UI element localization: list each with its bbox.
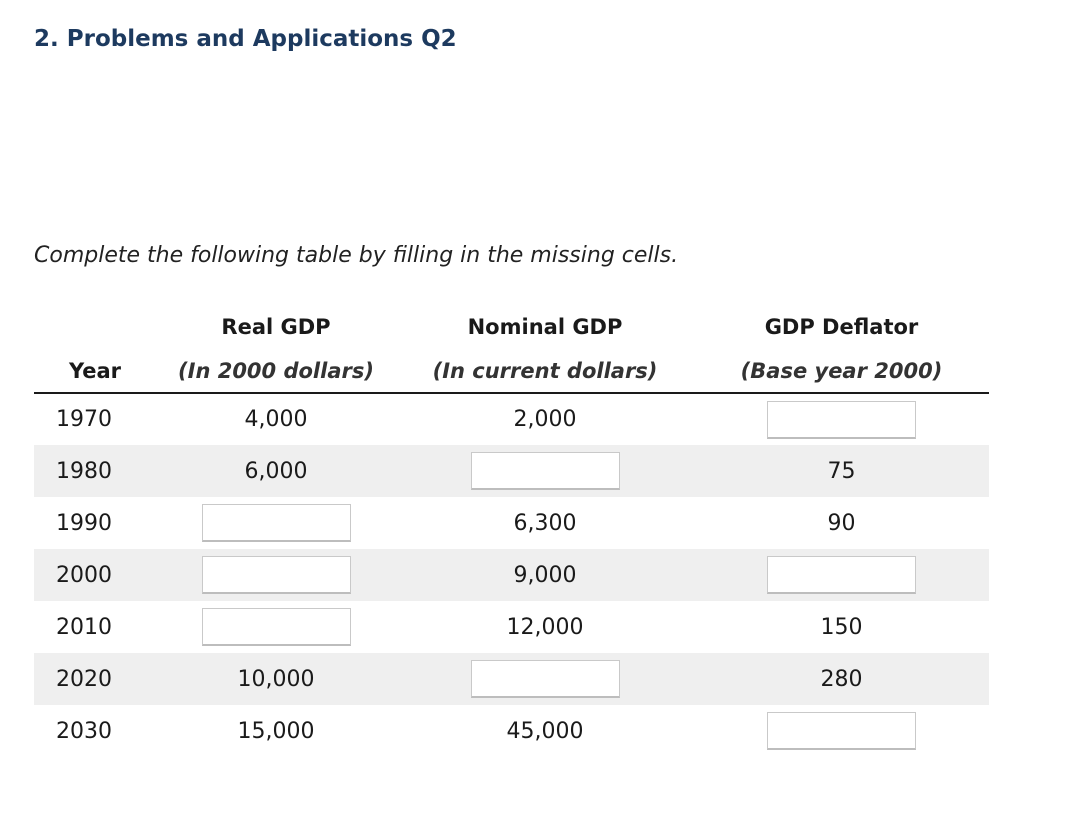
- nominal-gdp-cell: [396, 653, 694, 705]
- header-real-gdp: Real GDP: [221, 315, 331, 339]
- header-year: Year: [34, 350, 156, 393]
- table-row: [34, 601, 989, 653]
- table-row: [34, 705, 989, 757]
- nominal-gdp-cell: 12,000: [506, 614, 584, 640]
- gdp-deflator-cell: 75: [827, 458, 856, 484]
- table-row: [34, 445, 989, 497]
- header-nominal-gdp: Nominal GDP: [467, 315, 623, 339]
- year-cell: 1980: [56, 458, 112, 484]
- table-header-row-units: [34, 350, 989, 393]
- instructions-text: Complete the following table by filling in the missing cells.: [34, 243, 679, 268]
- table-row: [34, 549, 989, 601]
- question-title: 2. Problems and Applications Q2: [34, 26, 457, 52]
- real-gdp-cell: 6,000: [244, 458, 308, 484]
- nominal-gdp-cell: [396, 445, 694, 497]
- gdp-table: [34, 304, 989, 757]
- header-year-blank: [34, 304, 156, 350]
- year-cell: 2000: [56, 562, 112, 588]
- year-cell: 2030: [56, 718, 112, 744]
- table-row: [34, 393, 989, 445]
- nominal-gdp-cell: 45,000: [506, 718, 584, 744]
- header-real-gdp-units: (In 2000 dollars): [156, 350, 396, 393]
- real-gdp-cell: [156, 601, 396, 653]
- gdp-deflator-cell: 150: [820, 614, 863, 640]
- gdp-deflator-cell: [694, 705, 989, 757]
- gdp-deflator-2030-input[interactable]: [767, 712, 916, 750]
- real-gdp-2000-input[interactable]: [202, 556, 351, 594]
- gdp-deflator-cell: [694, 549, 989, 601]
- header-gdp-deflator-units: (Base year 2000): [694, 350, 989, 393]
- gdp-deflator-cell: [694, 393, 989, 445]
- year-cell: 1990: [56, 510, 112, 536]
- table-row: [34, 653, 989, 705]
- nominal-gdp-2020-input[interactable]: [471, 660, 620, 698]
- gdp-deflator-1970-input[interactable]: [767, 401, 916, 439]
- real-gdp-cell: 10,000: [237, 666, 315, 692]
- nominal-gdp-cell: 2,000: [513, 407, 577, 432]
- gdp-deflator-cell: 280: [820, 666, 863, 692]
- gdp-deflator-cell: 90: [827, 510, 856, 536]
- table-header-row-titles: [34, 304, 989, 350]
- table-row: [34, 497, 989, 549]
- real-gdp-cell: 15,000: [237, 718, 315, 744]
- real-gdp-cell: [156, 497, 396, 549]
- real-gdp-cell: [156, 549, 396, 601]
- year-cell: 2010: [56, 614, 112, 640]
- header-gdp-deflator: GDP Deflator: [764, 315, 919, 339]
- year-cell: 2020: [56, 666, 112, 692]
- header-nominal-gdp-units: (In current dollars): [396, 350, 694, 393]
- real-gdp-cell: 4,000: [244, 407, 308, 432]
- real-gdp-1990-input[interactable]: [202, 504, 351, 542]
- nominal-gdp-1980-input[interactable]: [471, 452, 620, 490]
- gdp-deflator-2000-input[interactable]: [767, 556, 916, 594]
- nominal-gdp-cell: 9,000: [513, 562, 577, 588]
- real-gdp-2010-input[interactable]: [202, 608, 351, 646]
- nominal-gdp-cell: 6,300: [513, 510, 577, 536]
- year-cell: 1970: [56, 407, 112, 432]
